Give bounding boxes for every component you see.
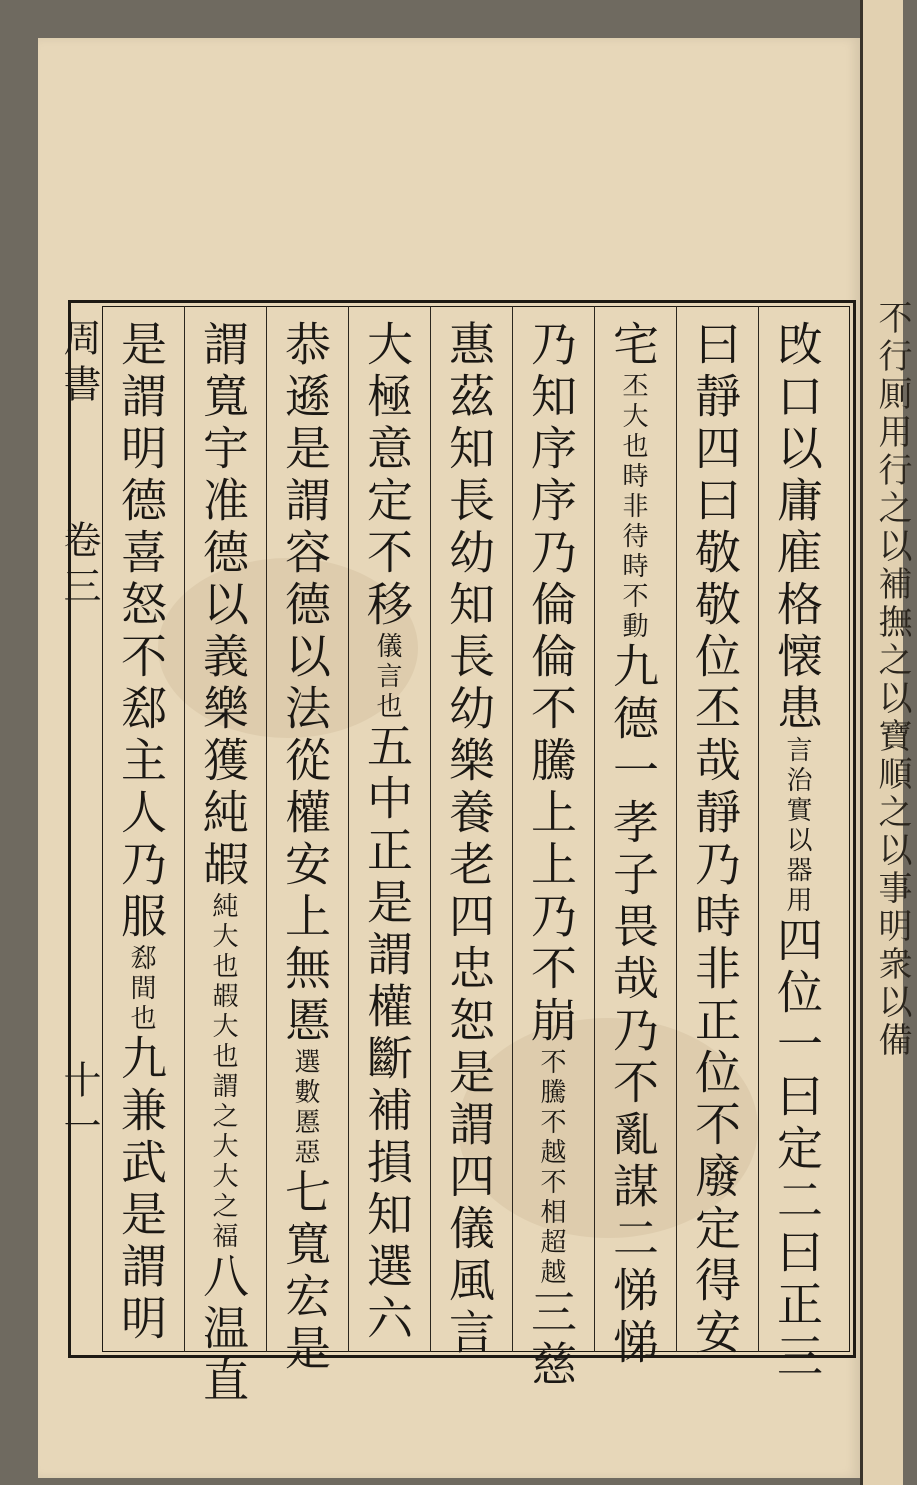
column-divider (348, 306, 349, 1352)
facing-page-text: 不行厠用行之以補撫之以寶順之以事明衆以備 (872, 300, 912, 1060)
column-main-text: 是謂明德喜怒不郄主人乃服 (114, 320, 168, 944)
column-divider (512, 306, 513, 1352)
text-column-4 (524, 320, 578, 1392)
column-main-text: 乃知序序乃倫倫不騰上上乃不崩 (524, 320, 578, 1048)
page-number: 十一 (57, 1060, 101, 1152)
column-main-text: 九德一孝子畏哉乃不亂謀二悌悌 (606, 642, 660, 1370)
column-divider (758, 306, 759, 1352)
column-note: 儀言也 (372, 632, 402, 722)
text-column-6 (360, 320, 414, 1346)
column-main-text: 謂寬宇准德以義樂獲純嘏 (196, 320, 250, 892)
column-main-text: 八温直 (196, 1252, 250, 1408)
text-column-7 (278, 320, 332, 1376)
text-column-8 (196, 320, 250, 1408)
column-note: 選數慝惡 (290, 1048, 320, 1168)
column-main-text: 四位一曰定二曰正三 (770, 916, 824, 1384)
column-main-text: 攺口以庸㢈格懐患 (770, 320, 824, 736)
column-main-text: 惠茲知長幼知長幼樂養老四忠恕是謂四儀風言 (442, 320, 496, 1360)
column-divider (676, 306, 677, 1352)
column-main-text: 大極意定不移 (360, 320, 414, 632)
text-column-5 (442, 320, 496, 1360)
column-main-text: 七寬宏是 (278, 1168, 332, 1376)
volume-label: 卷三 (57, 520, 101, 612)
column-main-text: 恭遜是謂容德以法從權安上無慝 (278, 320, 332, 1048)
text-column-9 (114, 320, 168, 1346)
column-note: 言治實以器用 (782, 736, 812, 916)
column-main-text: 宅 (606, 320, 660, 372)
text-column-3 (606, 320, 660, 1370)
text-column-2 (688, 320, 742, 1360)
column-main-text: 五中正是謂權斷補損知選六 (360, 722, 414, 1346)
text-column-1 (770, 320, 824, 1384)
column-main-text: 九兼武是謂明 (114, 1034, 168, 1346)
column-divider (594, 306, 595, 1352)
column-main-text: 曰靜四曰敬敬位丕哉靜乃時非正位不廢定得安 (688, 320, 742, 1360)
column-note: 不騰不越不相超越 (536, 1048, 566, 1288)
column-divider (184, 306, 185, 1352)
column-divider (266, 306, 267, 1352)
column-note: 丕大也時非待時不動 (618, 372, 648, 642)
book-title: 周書 (57, 318, 101, 410)
column-main-text: 三慈 (524, 1288, 578, 1392)
column-divider (430, 306, 431, 1352)
column-note: 純大也嘏大也謂之大大之福 (208, 892, 238, 1252)
column-note: 郄間也 (126, 944, 156, 1034)
